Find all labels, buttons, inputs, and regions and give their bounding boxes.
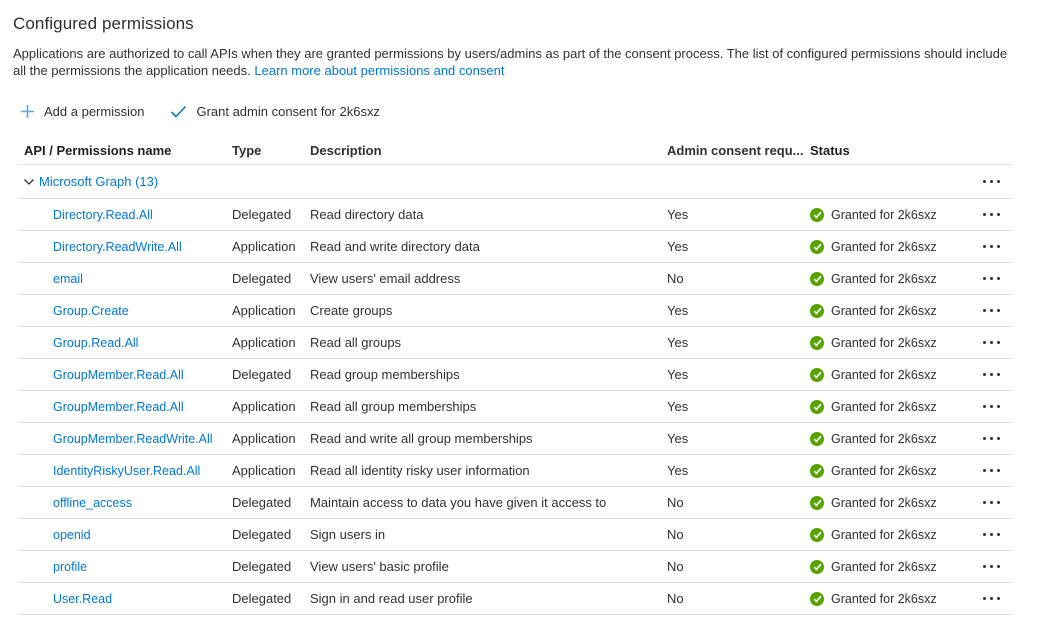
admin-consent-required-value: Yes	[667, 239, 689, 254]
row-menu-cell	[940, 209, 1012, 220]
permission-link[interactable]: Group.Read.All	[53, 336, 139, 350]
permission-description: Read and write all group memberships	[310, 431, 533, 446]
status-text: Granted for 2k6sxz	[831, 495, 937, 510]
column-header-description: Description	[310, 143, 382, 158]
admin-consent-required-value: Yes	[667, 367, 689, 382]
status-text: Granted for 2k6sxz	[831, 431, 937, 446]
permission-description: Read all identity risky user information	[310, 463, 530, 478]
ellipsis-icon[interactable]	[981, 209, 1002, 220]
admin-consent-required-value: No	[667, 559, 684, 574]
check-circle-icon	[810, 240, 824, 254]
permission-name-cell	[18, 207, 232, 222]
admin-consent-required-value: Yes	[667, 399, 689, 414]
permission-link[interactable]: openid	[53, 528, 91, 542]
ellipsis-icon[interactable]	[981, 593, 1002, 604]
check-circle-icon	[810, 432, 824, 446]
check-circle-icon	[810, 304, 824, 318]
row-menu-cell	[940, 241, 1012, 252]
permission-description: Maintain access to data you have given it access to	[310, 495, 607, 510]
ellipsis-icon[interactable]	[981, 497, 1002, 508]
ellipsis-icon[interactable]	[981, 273, 1002, 284]
check-circle-icon	[810, 336, 824, 350]
permission-link[interactable]: Group.Create	[53, 304, 129, 318]
permission-type: Application	[232, 239, 296, 254]
permission-name-cell	[18, 495, 232, 510]
permission-link[interactable]: GroupMember.Read.All	[53, 368, 184, 382]
table-row	[18, 583, 1012, 615]
permission-description: Read all group memberships	[310, 399, 477, 414]
status-badge	[810, 560, 940, 574]
permissions-table	[18, 137, 1012, 615]
admin-consent-required-value: Yes	[667, 335, 689, 350]
ellipsis-icon[interactable]	[981, 241, 1002, 252]
permission-description: Create groups	[310, 303, 393, 318]
permission-type: Delegated	[232, 271, 292, 286]
table-row	[18, 199, 1012, 231]
status-text: Granted for 2k6sxz	[831, 527, 937, 542]
permission-name-cell	[18, 591, 232, 606]
ellipsis-icon[interactable]	[981, 369, 1002, 380]
permission-name-cell	[18, 303, 232, 318]
permission-type: Application	[232, 463, 296, 478]
column-header-admin-consent: Admin consent requ...	[667, 143, 804, 158]
status-text: Granted for 2k6sxz	[831, 207, 937, 222]
row-menu-cell	[940, 273, 1012, 284]
permission-type: Application	[232, 431, 296, 446]
status-badge	[810, 368, 940, 382]
status-badge	[810, 208, 940, 222]
permission-name-cell	[18, 367, 232, 382]
status-badge	[810, 432, 940, 446]
admin-consent-required-value: Yes	[667, 303, 689, 318]
admin-consent-required-value: No	[667, 271, 684, 286]
group-menu-cell	[950, 176, 1012, 187]
permission-link[interactable]: offline_access	[53, 496, 132, 510]
permission-link[interactable]: email	[53, 272, 83, 286]
ellipsis-icon[interactable]	[981, 176, 1002, 187]
row-menu-cell	[940, 369, 1012, 380]
table-row	[18, 455, 1012, 487]
status-badge	[810, 464, 940, 478]
table-row	[18, 263, 1012, 295]
plus-icon	[20, 104, 35, 119]
permission-link[interactable]: GroupMember.Read.All	[53, 400, 184, 414]
status-badge	[810, 592, 940, 606]
ellipsis-icon[interactable]	[981, 433, 1002, 444]
check-circle-icon	[810, 272, 824, 286]
permission-name-cell	[18, 239, 232, 254]
grant-admin-consent-button[interactable]	[170, 104, 380, 119]
status-text: Granted for 2k6sxz	[831, 303, 937, 318]
status-text: Granted for 2k6sxz	[831, 591, 937, 606]
status-text: Granted for 2k6sxz	[831, 335, 937, 350]
page-description	[13, 46, 1013, 79]
check-circle-icon	[810, 496, 824, 510]
status-badge	[810, 496, 940, 510]
permission-link[interactable]: User.Read	[53, 592, 113, 606]
permission-description: Read directory data	[310, 207, 424, 222]
status-badge	[810, 304, 940, 318]
check-circle-icon	[810, 528, 824, 542]
column-header-type: Type	[232, 143, 262, 158]
admin-consent-required-value: No	[667, 591, 684, 606]
status-text: Granted for 2k6sxz	[831, 271, 937, 286]
permission-link[interactable]: IdentityRiskyUser.Read.All	[53, 464, 201, 478]
row-menu-cell	[940, 561, 1012, 572]
column-header-status: Status	[810, 143, 850, 158]
row-menu-cell	[940, 337, 1012, 348]
status-text: Granted for 2k6sxz	[831, 239, 937, 254]
permission-type: Delegated	[232, 591, 292, 606]
permission-name-cell	[18, 431, 232, 446]
table-row	[18, 359, 1012, 391]
status-badge	[810, 240, 940, 254]
column-header-permissions-name: API / Permissions name	[24, 143, 172, 158]
permission-description: Read and write directory data	[310, 239, 480, 254]
row-menu-cell	[940, 497, 1012, 508]
permission-type: Application	[232, 303, 296, 318]
row-menu-cell	[940, 529, 1012, 540]
row-menu-cell	[940, 465, 1012, 476]
permission-description: View users' email address	[310, 271, 461, 286]
permission-type: Delegated	[232, 367, 292, 382]
permission-link[interactable]: profile	[53, 560, 88, 574]
checkmark-icon	[170, 105, 187, 118]
permission-description: Read all groups	[310, 335, 402, 350]
permission-type: Application	[232, 335, 296, 350]
permission-link[interactable]: GroupMember.ReadWrite.All	[53, 432, 213, 446]
table-row	[18, 391, 1012, 423]
ellipsis-icon[interactable]	[981, 401, 1002, 412]
row-menu-cell	[940, 433, 1012, 444]
permission-type: Delegated	[232, 559, 292, 574]
permission-link[interactable]: Directory.Read.All	[53, 208, 153, 222]
api-group-row-microsoft-graph[interactable]	[18, 165, 1012, 199]
permission-link[interactable]: Directory.ReadWrite.All	[53, 240, 182, 254]
admin-consent-required-value: Yes	[667, 431, 689, 446]
command-bar	[20, 101, 1057, 121]
status-badge	[810, 272, 940, 286]
status-badge	[810, 528, 940, 542]
row-menu-cell	[940, 305, 1012, 316]
admin-consent-required-value: Yes	[667, 207, 689, 222]
status-text: Granted for 2k6sxz	[831, 367, 937, 382]
table-row	[18, 551, 1012, 583]
api-group-link[interactable]: Microsoft Graph (13)	[39, 174, 159, 189]
admin-consent-required-value: No	[667, 495, 684, 510]
permission-type: Delegated	[232, 527, 292, 542]
check-circle-icon	[810, 592, 824, 606]
table-row	[18, 519, 1012, 551]
table-row	[18, 295, 1012, 327]
table-row	[18, 327, 1012, 359]
chevron-down-icon[interactable]	[22, 175, 36, 189]
page-title: Configured permissions	[13, 14, 194, 33]
status-badge	[810, 400, 940, 414]
table-row	[18, 423, 1012, 455]
permission-description: Sign in and read user profile	[310, 591, 473, 606]
table-body	[18, 199, 1012, 615]
permission-name-cell	[18, 559, 232, 574]
permission-name-cell	[18, 399, 232, 414]
grant-admin-consent-label: Grant admin consent for 2k6sxz	[196, 103, 380, 119]
permission-name-cell	[18, 335, 232, 350]
table-row	[18, 231, 1012, 263]
learn-more-link[interactable]: Learn more about permissions and consent	[254, 62, 505, 78]
check-circle-icon	[810, 368, 824, 382]
check-circle-icon	[810, 560, 824, 574]
add-permission-label: Add a permission	[44, 103, 145, 119]
permission-name-cell	[18, 271, 232, 286]
permission-description: Sign users in	[310, 527, 386, 542]
row-menu-cell	[940, 401, 1012, 412]
ellipsis-icon[interactable]	[981, 337, 1002, 348]
ellipsis-icon[interactable]	[981, 529, 1002, 540]
description-text: Applications are authorized to call APIs when they are granted permissions by users/admins as part of the consent process. The list of configured permissions should include all the permissions the application needs.	[13, 46, 1008, 78]
check-circle-icon	[810, 208, 824, 222]
add-permission-button[interactable]	[20, 104, 144, 119]
admin-consent-required-value: Yes	[667, 463, 689, 478]
table-header	[18, 137, 1012, 165]
ellipsis-icon[interactable]	[981, 305, 1002, 316]
permission-type: Delegated	[232, 495, 292, 510]
status-text: Granted for 2k6sxz	[831, 559, 937, 574]
ellipsis-icon[interactable]	[981, 561, 1002, 572]
status-text: Granted for 2k6sxz	[831, 463, 937, 478]
permission-type: Application	[232, 399, 296, 414]
check-circle-icon	[810, 400, 824, 414]
permission-description: Read group memberships	[310, 367, 460, 382]
row-menu-cell	[940, 593, 1012, 604]
ellipsis-icon[interactable]	[981, 465, 1002, 476]
permission-description: View users' basic profile	[310, 559, 449, 574]
permission-type: Delegated	[232, 207, 292, 222]
status-text: Granted for 2k6sxz	[831, 399, 937, 414]
permission-name-cell	[18, 463, 232, 478]
status-badge	[810, 336, 940, 350]
check-circle-icon	[810, 464, 824, 478]
permission-name-cell	[18, 527, 232, 542]
admin-consent-required-value: No	[667, 527, 684, 542]
table-row	[18, 487, 1012, 519]
